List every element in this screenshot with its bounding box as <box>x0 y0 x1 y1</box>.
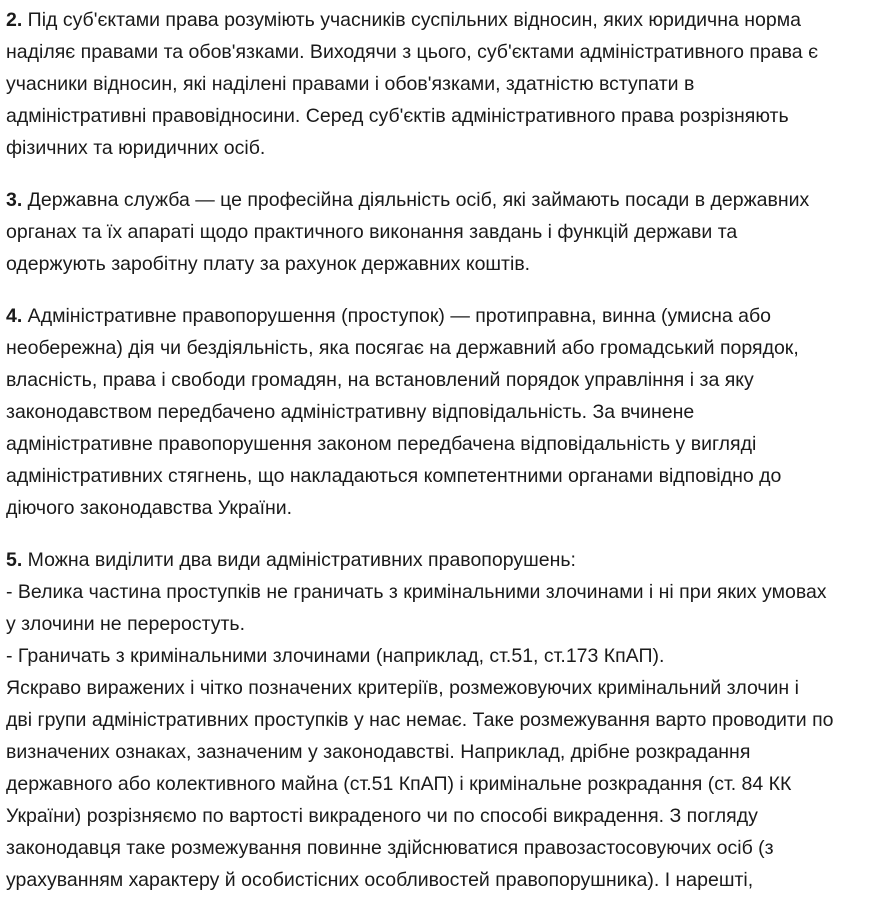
text-line: визначених ознаках, зазначеним у законодавстві. Наприклад, дрібне розкрадання <box>6 741 751 763</box>
text-fragment: Можна виділити два види адміністративних правопорушень: <box>22 549 576 571</box>
text-line <box>6 184 890 216</box>
text-line: одержують заробітну плату за рахунок державних коштів. <box>6 253 531 275</box>
text-line: власність, права і свободи громадян, на встановлений порядок управління і за яку <box>6 369 754 391</box>
list-item-text: - Велика частина проступків не граничать з кримінальними злочинами і ні при яких умовах <box>6 581 827 603</box>
text-line: фізичних та юридичних осіб. <box>6 137 266 159</box>
text-line: необережна) дія чи бездіяльність, яка посягає на державний або громадський порядок, <box>6 337 799 359</box>
text-line: законодавством передбачено адміністративну відповідальність. За вчинене <box>6 401 695 423</box>
text-fragment: Під суб'єктами права розуміють учасників суспільних відносин, яких юридична норма <box>22 9 801 31</box>
text-line: адміністративне правопорушення законом передбачена відповідальність у вигляді <box>6 433 757 455</box>
text-line: адміністративні правовідносини. Серед суб'єктів адміністративного права розрізняють <box>6 105 789 127</box>
paragraph-5 <box>6 544 890 896</box>
paragraph-number: 2. <box>6 9 23 31</box>
text-fragment: Адміністративне правопорушення (проступок) — протиправна, винна (умисна або <box>22 305 771 327</box>
paragraph-number: 4. <box>6 305 23 327</box>
text-line: Яскраво виражених і чітко позначених критеріїв, розмежовуючих кримінальний злочин і <box>6 677 799 699</box>
text-fragment: Державна служба — це професійна діяльність осіб, які займають посади в державних <box>22 189 810 211</box>
text-line: урахуванням характеру й особистісних особливостей правопорушника). І нарешті, <box>6 869 754 891</box>
text-line: у злочини не переростуть. <box>6 613 246 635</box>
paragraph-4 <box>6 300 890 524</box>
text-line: законодавця таке розмежування повинне здійснюватися правозастосовуючих осіб (з <box>6 837 774 859</box>
text-line: діючого законодавства України. <box>6 497 293 519</box>
text-line: дві групи адміністративних проступків у нас немає. Таке розмежування варто проводити по <box>6 709 834 731</box>
text-line <box>6 300 890 332</box>
document-body <box>6 4 890 896</box>
paragraph-2 <box>6 4 890 164</box>
text-line: державного або колективного майна (ст.51 КпАП) і кримінальне розкрадання (ст. 84 КК <box>6 773 792 795</box>
text-line <box>6 4 890 36</box>
text-line <box>6 544 890 576</box>
text-line: наділяє правами та обов'язками. Виходячи з цього, суб'єктами адміністративного права є <box>6 41 819 63</box>
text-line: України) розрізняємо по вартості викраденого чи по способі викрадення. З погляду <box>6 805 758 827</box>
paragraph-number: 5. <box>6 549 23 571</box>
text-line: адміністративних стягнень, що накладаються компетентними органами відповідно до <box>6 465 782 487</box>
paragraph-number: 3. <box>6 189 23 211</box>
list-item-text: - Граничать з кримінальними злочинами (наприклад, ст.51, ст.173 КпАП). <box>6 645 665 667</box>
text-line: органах та їх апараті щодо практичного виконання завдань і функцій держави та <box>6 221 738 243</box>
paragraph-3 <box>6 184 890 280</box>
text-line: учасники відносин, які наділені правами і обов'язками, здатністю вступати в <box>6 73 695 95</box>
